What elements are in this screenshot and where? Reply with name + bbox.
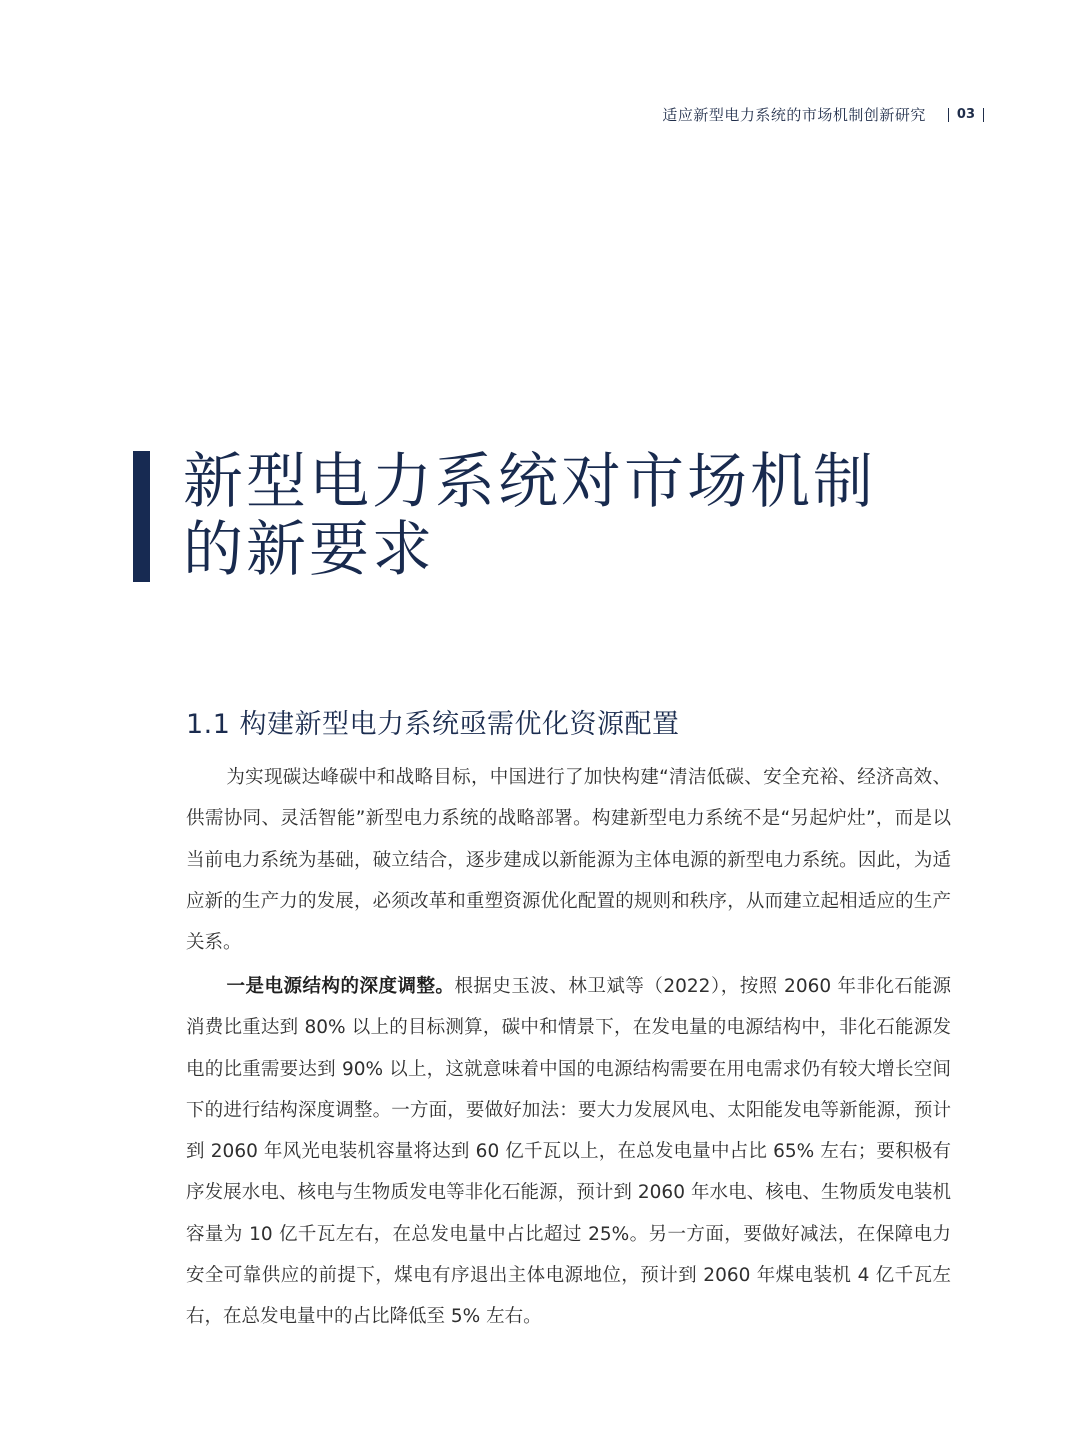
paragraph-power-structure-text: 根据史玉波、林卫斌等（2022），按照 2060 年非化石能源消费比重达到 80% 以上的目标测算，碳中和情景下，在发电量的电源结构中，非化石能源发电的比重需要达到 90% 以上，这就意味着中国的电源结构需要在用电需求仍有较大增长空间下的进行结构深度调整。一方面，要做好加法：要大力发展风电、太阳能发电等新能源，预计到 2060 年风光电装机容量将达到 60 亿千瓦以上，在总发电量中占比 65% 左右；要积极有序发展水电、核电与生物质发电等非化石能源，预计到 2060 年水电、核电、生物质发电装机容量为 10 亿千瓦左右，在总发电量中占比超过 25%。另一方面，要做好减法，在保障电力安全可靠供应的前提下，煤电有序退出主体电源地位，预计到 2060 年煤电装机 4 亿千瓦左右，在总发电量中的占比降低至 5% 左右。 xyxy=(186,976,951,1328)
running-header xyxy=(662,104,992,125)
paragraph-intro-text: 为实现碳达峰碳中和战略目标，中国进行了加快构建“清洁低碳、安全充裕、经济高效、供需协同、灵活智能”新型电力系统的战略部署。构建新型电力系统不是“另起炉灶”，而是以当前电力系统为基础，破立结合，逐步建成以新能源为主体电源的新型电力系统。因此，为适应新的生产力的发展，必须改革和重塑资源优化配置的规则和秩序，从而建立起相适应的生产关系。 xyxy=(186,767,951,954)
chapter-title-line1: 新型电力系统对市场机制 xyxy=(183,447,876,517)
paragraph-intro xyxy=(186,757,951,963)
page-number: 03 xyxy=(956,107,975,122)
paragraph-power-structure xyxy=(186,966,951,1338)
section-heading: 1.1 构建新型电力系统亟需优化资源配置 xyxy=(186,709,680,740)
header-divider-left xyxy=(948,108,949,122)
chapter-title-line2: 的新要求 xyxy=(183,515,435,585)
paragraph-lead-bold: 一是电源结构的深度调整。 xyxy=(226,976,455,997)
header-divider-right xyxy=(983,108,984,122)
chapter-title xyxy=(183,448,953,584)
chapter-heading xyxy=(133,448,953,584)
running-title: 适应新型电力系统的市场机制创新研究 xyxy=(662,106,926,124)
chapter-accent-bar xyxy=(133,451,150,582)
